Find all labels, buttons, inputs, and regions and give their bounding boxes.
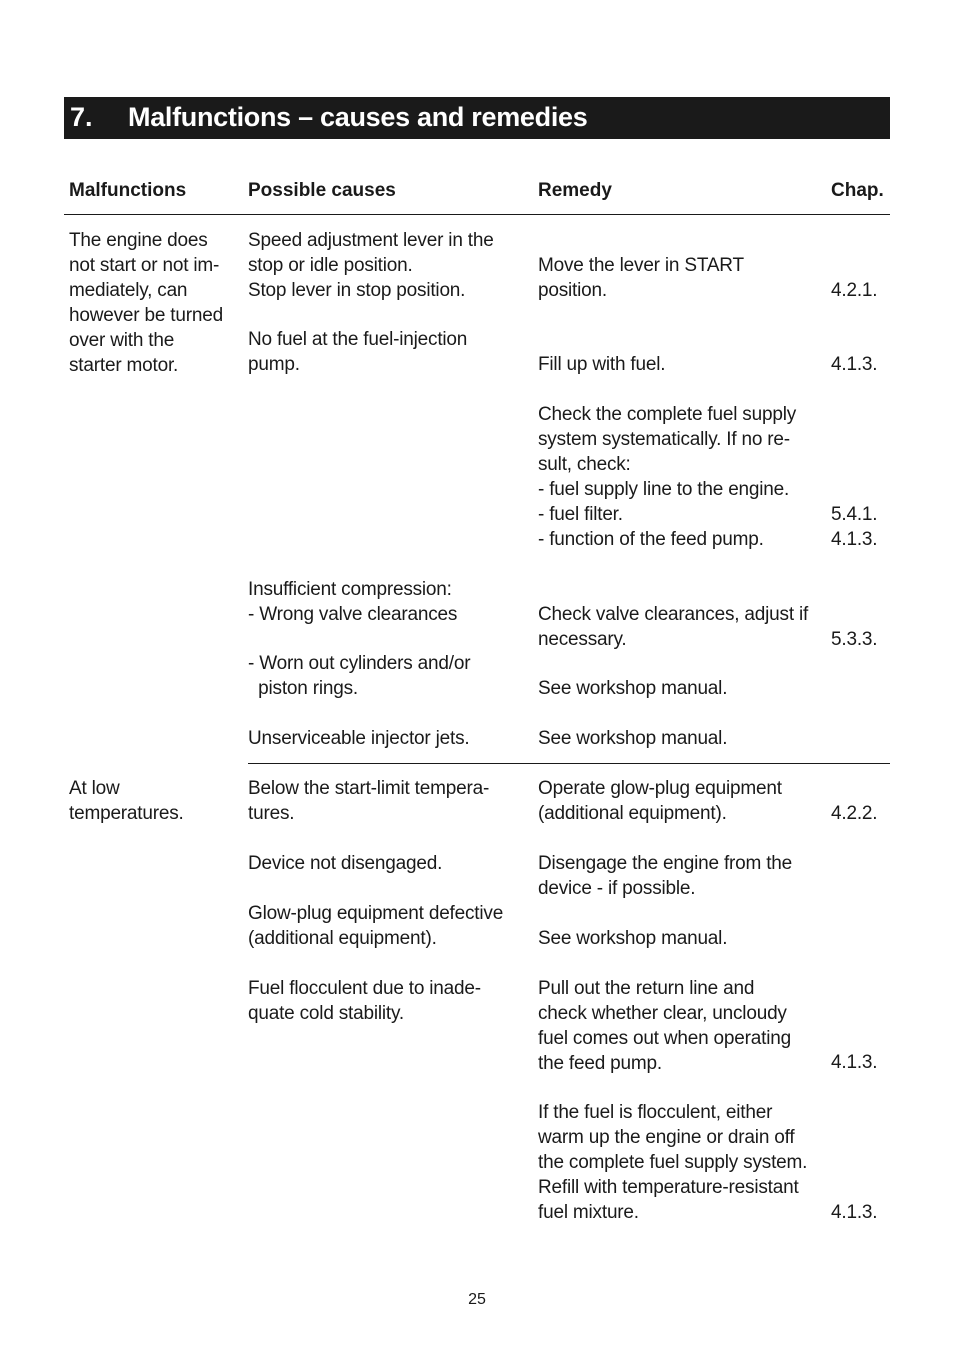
chap-check-supply: 5.4.1. 4.1.3. [831,504,878,550]
cause-start-limit: Below the start-limit tempera- tures. [248,778,490,824]
cause-compression: Insufficient compression: - Wrong valve clearances [248,579,458,625]
remedy-check-supply: Check the complete fuel supply system systematically. If no re- sult, check: - fuel supply line to the engine. - fuel filter. - function of the feed pump. [538,404,797,550]
chap-warm-up: 4.1.3. [831,1202,878,1223]
remedy-glow-defective: See workshop manual. [538,928,728,949]
remedy-glow-plug: Operate glow-plug equipment (additional equipment). [538,778,782,824]
remedy-fill-fuel: Fill up with fuel. [538,354,666,375]
remedy-injector-jets: See workshop manual. [538,728,728,749]
header-malfunctions: Malfunctions [69,180,187,201]
chap-fill-fuel: 4.1.3. [831,354,878,375]
malfunction-engine-not-start: The engine does not start or not im- mediately, can however be turned over with the starter motor. [69,230,223,376]
header-divider [64,214,890,215]
chap-return-line: 4.1.3. [831,1052,878,1073]
page-number: 25 [468,1291,486,1308]
header-remedy: Remedy [538,180,612,201]
header-chap: Chap. [831,180,884,201]
remedy-warm-up: If the fuel is flocculent, either warm up the engine or drain off the complete fuel supply system. Refill with temperature-resistant fuel mixture. [538,1102,808,1223]
header-causes: Possible causes [248,180,396,201]
remedy-disengage: Disengage the engine from the device - if possible. [538,853,793,899]
cause-fuel-flocculent: Fuel flocculent due to inade- quate cold stability. [248,978,481,1024]
cause-no-fuel: No fuel at the fuel-injection pump. [248,329,468,375]
malfunction-low-temperatures: At low temperatures. [69,778,184,824]
section-title-bar [64,97,890,139]
section-title: Malfunctions – causes and remedies [128,102,588,132]
remedy-return-line: Pull out the return line and check whether clear, uncloudy fuel comes out when operating the feed pump. [538,978,791,1074]
cause-speed-lever: Speed adjustment lever in the stop or idle position. Stop lever in stop position. [248,230,494,301]
cause-glow-defective: Glow-plug equipment defective (additional equipment). [248,903,504,949]
remedy-worn-cylinders: See workshop manual. [538,678,728,699]
section-divider [248,763,890,764]
chap-glow-plug: 4.2.2. [831,803,878,824]
cause-injector-jets: Unserviceable injector jets. [248,728,470,749]
section-number: 7. [70,102,93,132]
cause-device-not-disengaged: Device not disengaged. [248,853,443,874]
remedy-move-lever: Move the lever in START position. [538,255,744,301]
chap-valve-clearances: 5.3.3. [831,629,878,650]
remedy-valve-clearances: Check valve clearances, adjust if necessary. [538,604,809,650]
chap-move-lever: 4.2.1. [831,280,878,301]
cause-worn-cylinders: - Worn out cylinders and/or piston rings. [248,653,471,699]
